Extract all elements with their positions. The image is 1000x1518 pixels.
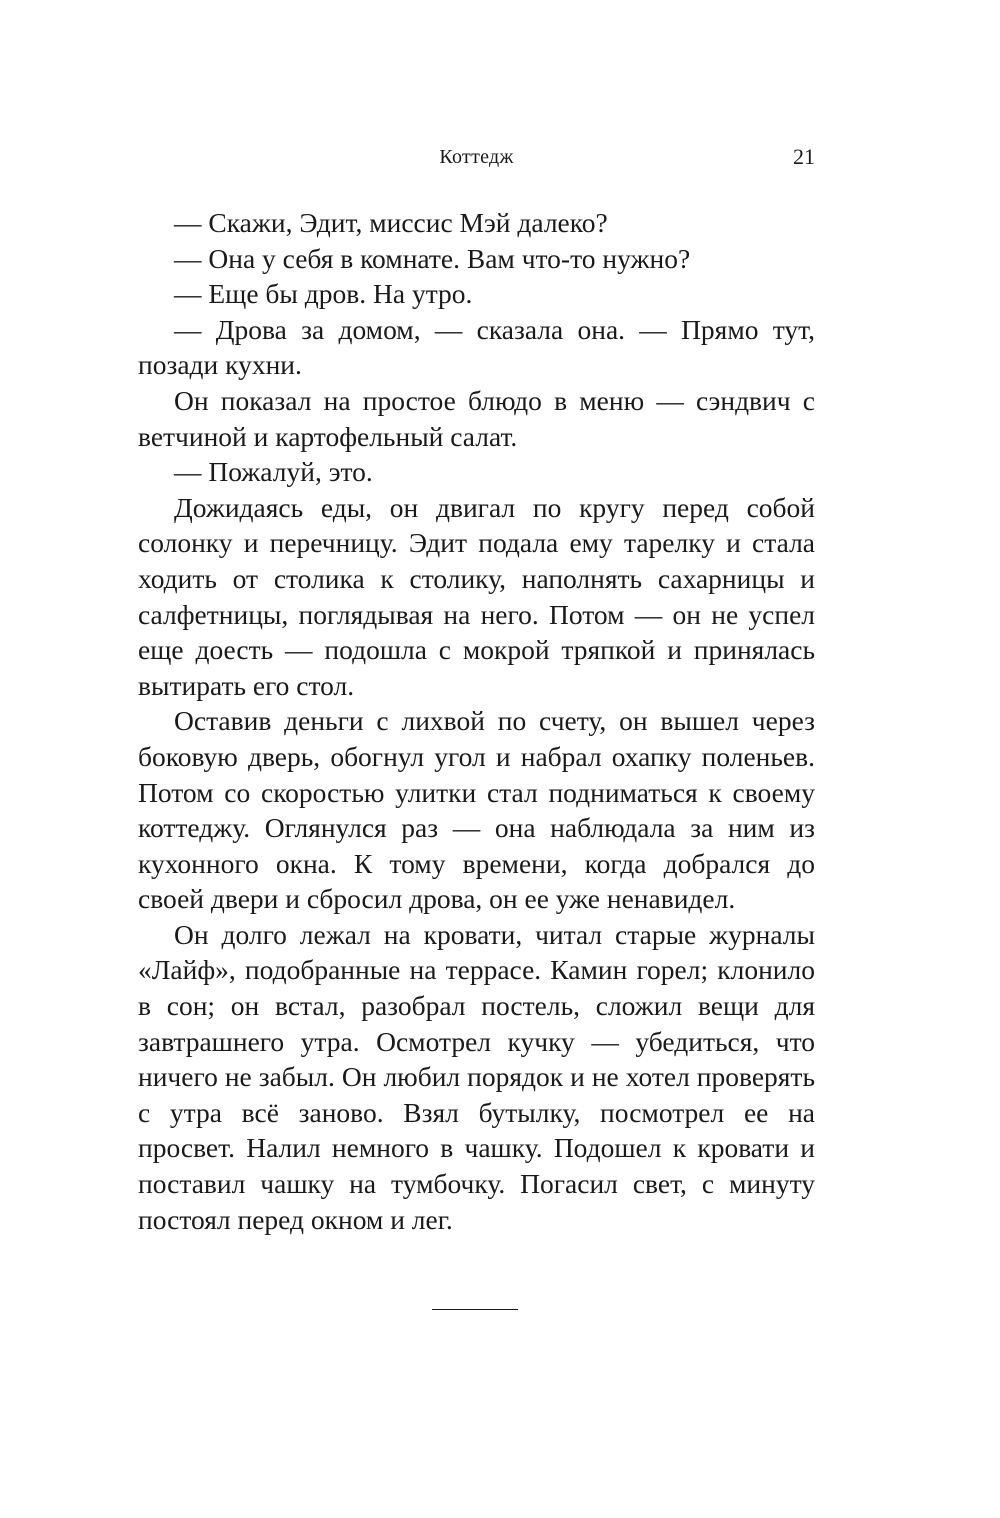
paragraph-3: — Еще бы дров. На утро. — [174, 278, 473, 310]
body-text — [138, 205, 815, 1237]
page-number: 21 — [793, 144, 815, 169]
paragraph-4: — Дрова за домом, — сказала она. — Прямо тут, позади кухни. — [138, 313, 815, 381]
paragraph-8: Оставив деньги с лихвой по счету, он вышел через боковую дверь, обогнул угол и набрал охапку поленьев. Потом со скоростью улитки стал подниматься к своему коттеджу. Оглянулся раз — она наблюдала за ним из кухонного окна. К тому времени, когда добрался до своей двери и сбросил дрова, он ее уже ненавидел. — [138, 705, 815, 915]
paragraph-1: — Скажи, Эдит, миссис Мэй далеко? — [174, 207, 608, 238]
running-title: Коттедж — [439, 146, 514, 168]
paragraph-6: — Пожалуй, это. — [174, 456, 373, 488]
section-end-rule — [432, 1309, 518, 1310]
paragraph-7: Дожидаясь еды, он двигал по кругу перед собой солонку и перечницу. Эдит подала ему тарелку и стала ходить от столика к столику, наполнять сахарницы и салфетницы, поглядывая на него. Потом — он не успел еще доесть — подошла с мокрой тряпкой и принялась вытирать его стол. — [138, 491, 815, 701]
running-header — [138, 141, 815, 173]
paragraph-2: — Она у себя в комнате. Вам что-то нужно? — [174, 242, 691, 274]
paragraph-5: Он показал на простое блюдо в меню — сэндвич с ветчиной и картофельный салат. — [138, 384, 815, 452]
paragraph-9: Он долго лежал на кровати, читал старые журналы «Лайф», подобранные на террасе. Камин горел; клонило в сон; он встал, разобрал постель, сложил вещи для завтрашнего утра. Осмотрел кучку — убедиться, что ничего не забыл. Он любил порядок и не хотел проверять с утра всё заново. Взял бутылку, посмотрел ее на просвет. Налил немного в чашку. Подошел к кровати и поставил чашку на тумбочку. Погасил свет, с минуту постоял перед окном и лег. — [138, 918, 815, 1235]
